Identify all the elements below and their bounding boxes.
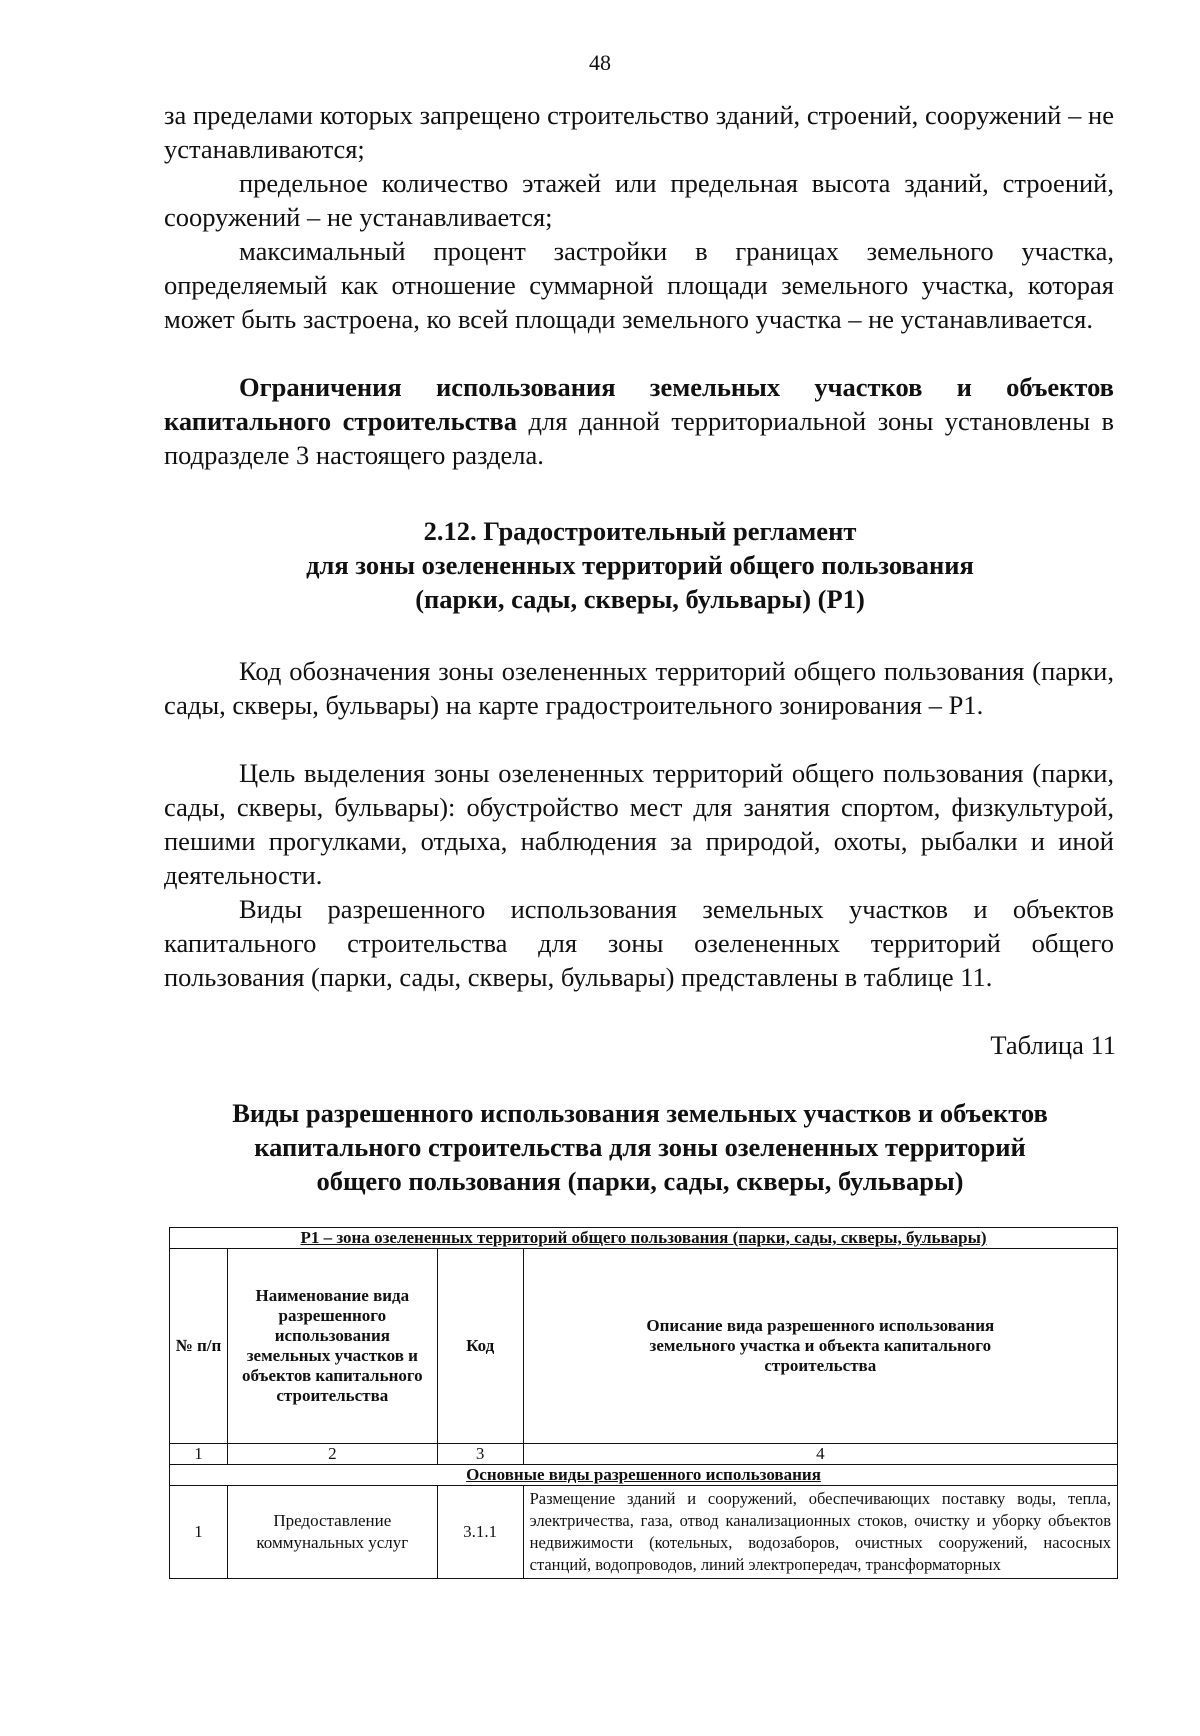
paragraph-zone-purpose: Цель выделения зоны озелененных территорий общего пользования (парки, сады, скверы, бульвары): обустройство мест для занятия спортом, физкультурой, пешими прогулками, отдыха, наблюдения за природой, охоты, рыбалки и иной деятельности. — [164, 758, 1114, 890]
row-name: Предоставление коммунальных услуг — [227, 1486, 437, 1579]
section-heading-line1: 2.12. Градостроительный регламент — [423, 516, 857, 546]
zone-row-cell: Р1 – зона озелененных территорий общего пользования (парки, сады, скверы, бульвары) — [170, 1228, 1118, 1249]
section-row-cell: Основные виды разрешенного использования — [170, 1465, 1118, 1486]
restrictions-text: для данной территориальной зоны установлены в подразделе 3 настоящего раздела. — [164, 406, 1114, 470]
header-desc: Описание вида разрешенного использования земельного участка и объекта капитального строительства — [523, 1249, 1117, 1444]
paragraph-restrictions — [164, 370, 1114, 472]
table-caption: Таблица 11 — [990, 1030, 1116, 1060]
col-number-1: 1 — [170, 1444, 228, 1465]
table-title-line1: Виды разрешенного использования земельных участков и объектов — [232, 1098, 1048, 1128]
table-title-line3: общего пользования (парки, сады, скверы, бульвары) — [316, 1166, 964, 1196]
paragraph-setback: за пределами которых запрещено строительство зданий, строений, сооружений – не устанавливаются; — [164, 100, 1114, 164]
column-numbers-row — [170, 1444, 1118, 1465]
table-title — [160, 1096, 1120, 1198]
paragraph-use-types: Виды разрешенного использования земельных участков и объектов капитального строительства для зоны озелененных территорий общего пользования (парки, сады, скверы, бульвары) представлены в таблице 11. — [164, 894, 1114, 992]
paragraph-zone-code: Код обозначения зоны озелененных территорий общего пользования (парки, сады, скверы, бульвары) на карте градостроительного зонирования – Р1. — [164, 656, 1114, 720]
header-name: Наименование вида разрешенного использования земельных участков и объектов капитального строительства — [227, 1249, 437, 1444]
header-row — [170, 1249, 1118, 1444]
col-number-2: 2 — [227, 1444, 437, 1465]
col-number-4: 4 — [523, 1444, 1117, 1465]
paragraph-floors: предельное количество этажей или предельная высота зданий, строений, сооружений – не устанавливается; — [164, 168, 1114, 232]
section-heading-line3: (парки, сады, скверы, бульвары) (Р1) — [415, 584, 865, 614]
row-code: 3.1.1 — [437, 1486, 523, 1579]
header-code: Код — [437, 1249, 523, 1444]
header-num: № п/п — [170, 1249, 228, 1444]
col-number-3: 3 — [437, 1444, 523, 1465]
paragraph-coverage: максимальный процент застройки в границах земельного участка, определяемый как отношение суммарной площади земельного участка, которая может быть застроена, ко всей площади земельного участка – не устанавливается. — [164, 236, 1114, 334]
zone-row — [170, 1228, 1118, 1249]
use-types-table — [169, 1227, 1118, 1579]
page-number: 48 — [589, 50, 611, 75]
row-num: 1 — [170, 1486, 228, 1579]
table-row — [170, 1486, 1118, 1579]
restrictions-bold-text: Ограничения использования земельных участков и объектов капитального строительства — [164, 372, 1114, 436]
section-row — [170, 1465, 1118, 1486]
section-heading — [0, 514, 1200, 616]
table-title-line2: капитального строительства для зоны озелененных территорий — [254, 1132, 1026, 1162]
row-desc: Размещение зданий и сооружений, обеспечивающих поставку воды, тепла, электричества, газа, отвод канализационных стоков, очистку и уборку объектов недвижимости (котельных, водозаборов, очистных сооружений, насосных станций, водопроводов, линий электропередач, трансформаторных — [523, 1486, 1117, 1579]
section-heading-line2: для зоны озелененных территорий общего пользования — [306, 550, 974, 580]
